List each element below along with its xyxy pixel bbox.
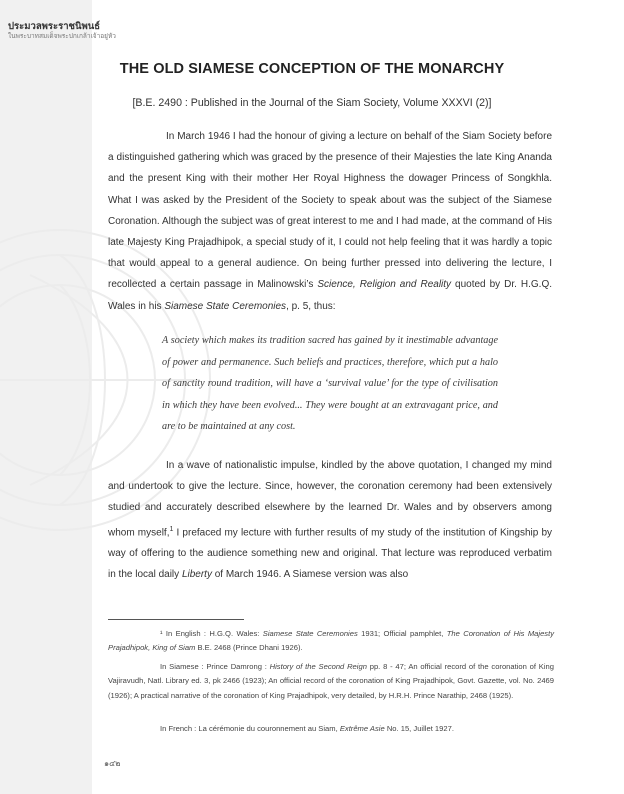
footnote-3 — [108, 722, 554, 736]
fn1-italic-1: Siamese State Ceremonies — [262, 629, 358, 638]
publication-brand — [8, 22, 116, 41]
p1-italic-2: Siamese State Ceremonies — [164, 300, 287, 312]
fn1-text-b: 1931; Official pamphlet, — [357, 629, 447, 638]
paragraph-1 — [108, 126, 552, 317]
footnote-ref: 1 — [169, 525, 174, 533]
brand-line-1: ประมวลพระราชนิพนธ์ — [8, 21, 101, 32]
p1-text-b: quoted by Dr. H.G.Q. Wales in his — [108, 279, 553, 312]
p1-text-c: , p. 5, thus: — [286, 300, 336, 312]
page-number: ๑๔๒ — [104, 759, 121, 768]
p1-italic-1: Science, Religion and Reality — [317, 279, 452, 291]
brand-line-2: ในพระบาทสมเด็จพระปกเกล้าเจ้าอยู่หัว — [8, 32, 116, 41]
footnote-2 — [108, 660, 554, 703]
fn1-text-a: ¹ In English : H.G.Q. Wales: — [160, 629, 263, 638]
fn3-text-a: In French : La cérémonie du couronnement au Siam, — [160, 724, 340, 733]
fn2-italic: History of the Second Reign — [269, 662, 367, 671]
p2-text-c: of March 1946. A Siamese version was also — [211, 569, 409, 581]
footnote-1 — [108, 627, 554, 656]
fn1-text-c: B.E. 2468 (Prince Dhani 1926). — [195, 643, 303, 653]
paragraph-2 — [108, 455, 552, 586]
p2-text-a: In a wave of nationalistic impulse, kindled by the above quotation, I changed my mind and undertook to give the lecture. Since, however, the coronation ceremony had been extensively studied and accurately described elsewhere by the learned Dr. Wales and by observers among whom myself, — [108, 460, 552, 538]
p2-italic: Liberty — [181, 569, 212, 581]
fn3-text-b: No. 15, Juillet 1927. — [384, 724, 454, 733]
fn3-italic: Extrême Asie — [339, 724, 385, 733]
footnote-divider — [108, 619, 244, 620]
fn2-text-a: In Siamese : Prince Damrong : — [160, 662, 270, 671]
page-subtitle: [B.E. 2490 : Published in the Journal of the Siam Society, Volume XXXVI (2)] — [132, 97, 492, 109]
p1-text-a: In March 1946 I had the honour of giving a lecture on behalf of the Siam Society before a distinguished gathering which was graced by the presence of their Majesties the late King Ananda and the present King with their mother Her Royal Highness the dowager Princess of Songkhla. What I was asked by the President of the Society to speak about was the subject of the Siamese Coronation. Although the subject was of great interest to me and I had made, at the command of His late Majesty King Prajadhipok, a special study of it, I could not help feeling that it was hardly a topic that would appeal to a general audience. On being further pressed into delivering the lecture, I recollected a certain passage in Malinowski’s — [108, 131, 552, 291]
block-quote: A society which makes its tradition sacred has gained by it inestimable advantage of power and permanence. Such beliefs and practices, therefore, which put a halo of sanctity round tradition, will have a ‘survival value’ for the type of civilisation in which they have been evolved... They were bought at an extravagant price, and are to be maintained at any cost. — [162, 335, 498, 432]
fn2-text-b: pp. 8 - 47; An official record of the coronation of King Vajiravudh, Natl. Library ed. 3, pk 2466 (1923); An official record of the coronation of King Prajadhipok, Govt. Gazette, vol. No. 2469 (1926); A practical narrative of the coronation of King Prajadhipok, very detailed, by H.R.H. Prince Narathip, 2468 (1925). — [108, 662, 554, 700]
page-title: THE OLD SIAMESE CONCEPTION OF THE MONARCHY — [119, 61, 505, 77]
fn1-italic-2: The Coronation of His Majesty Prajadhipok, King of Siam — [108, 629, 555, 653]
p2-text-b: I prefaced my lecture with further results of my study of the institution of Kingship by way of offering to the audience something new and original. That lecture was reproduced verbatim in the local daily — [108, 526, 553, 581]
